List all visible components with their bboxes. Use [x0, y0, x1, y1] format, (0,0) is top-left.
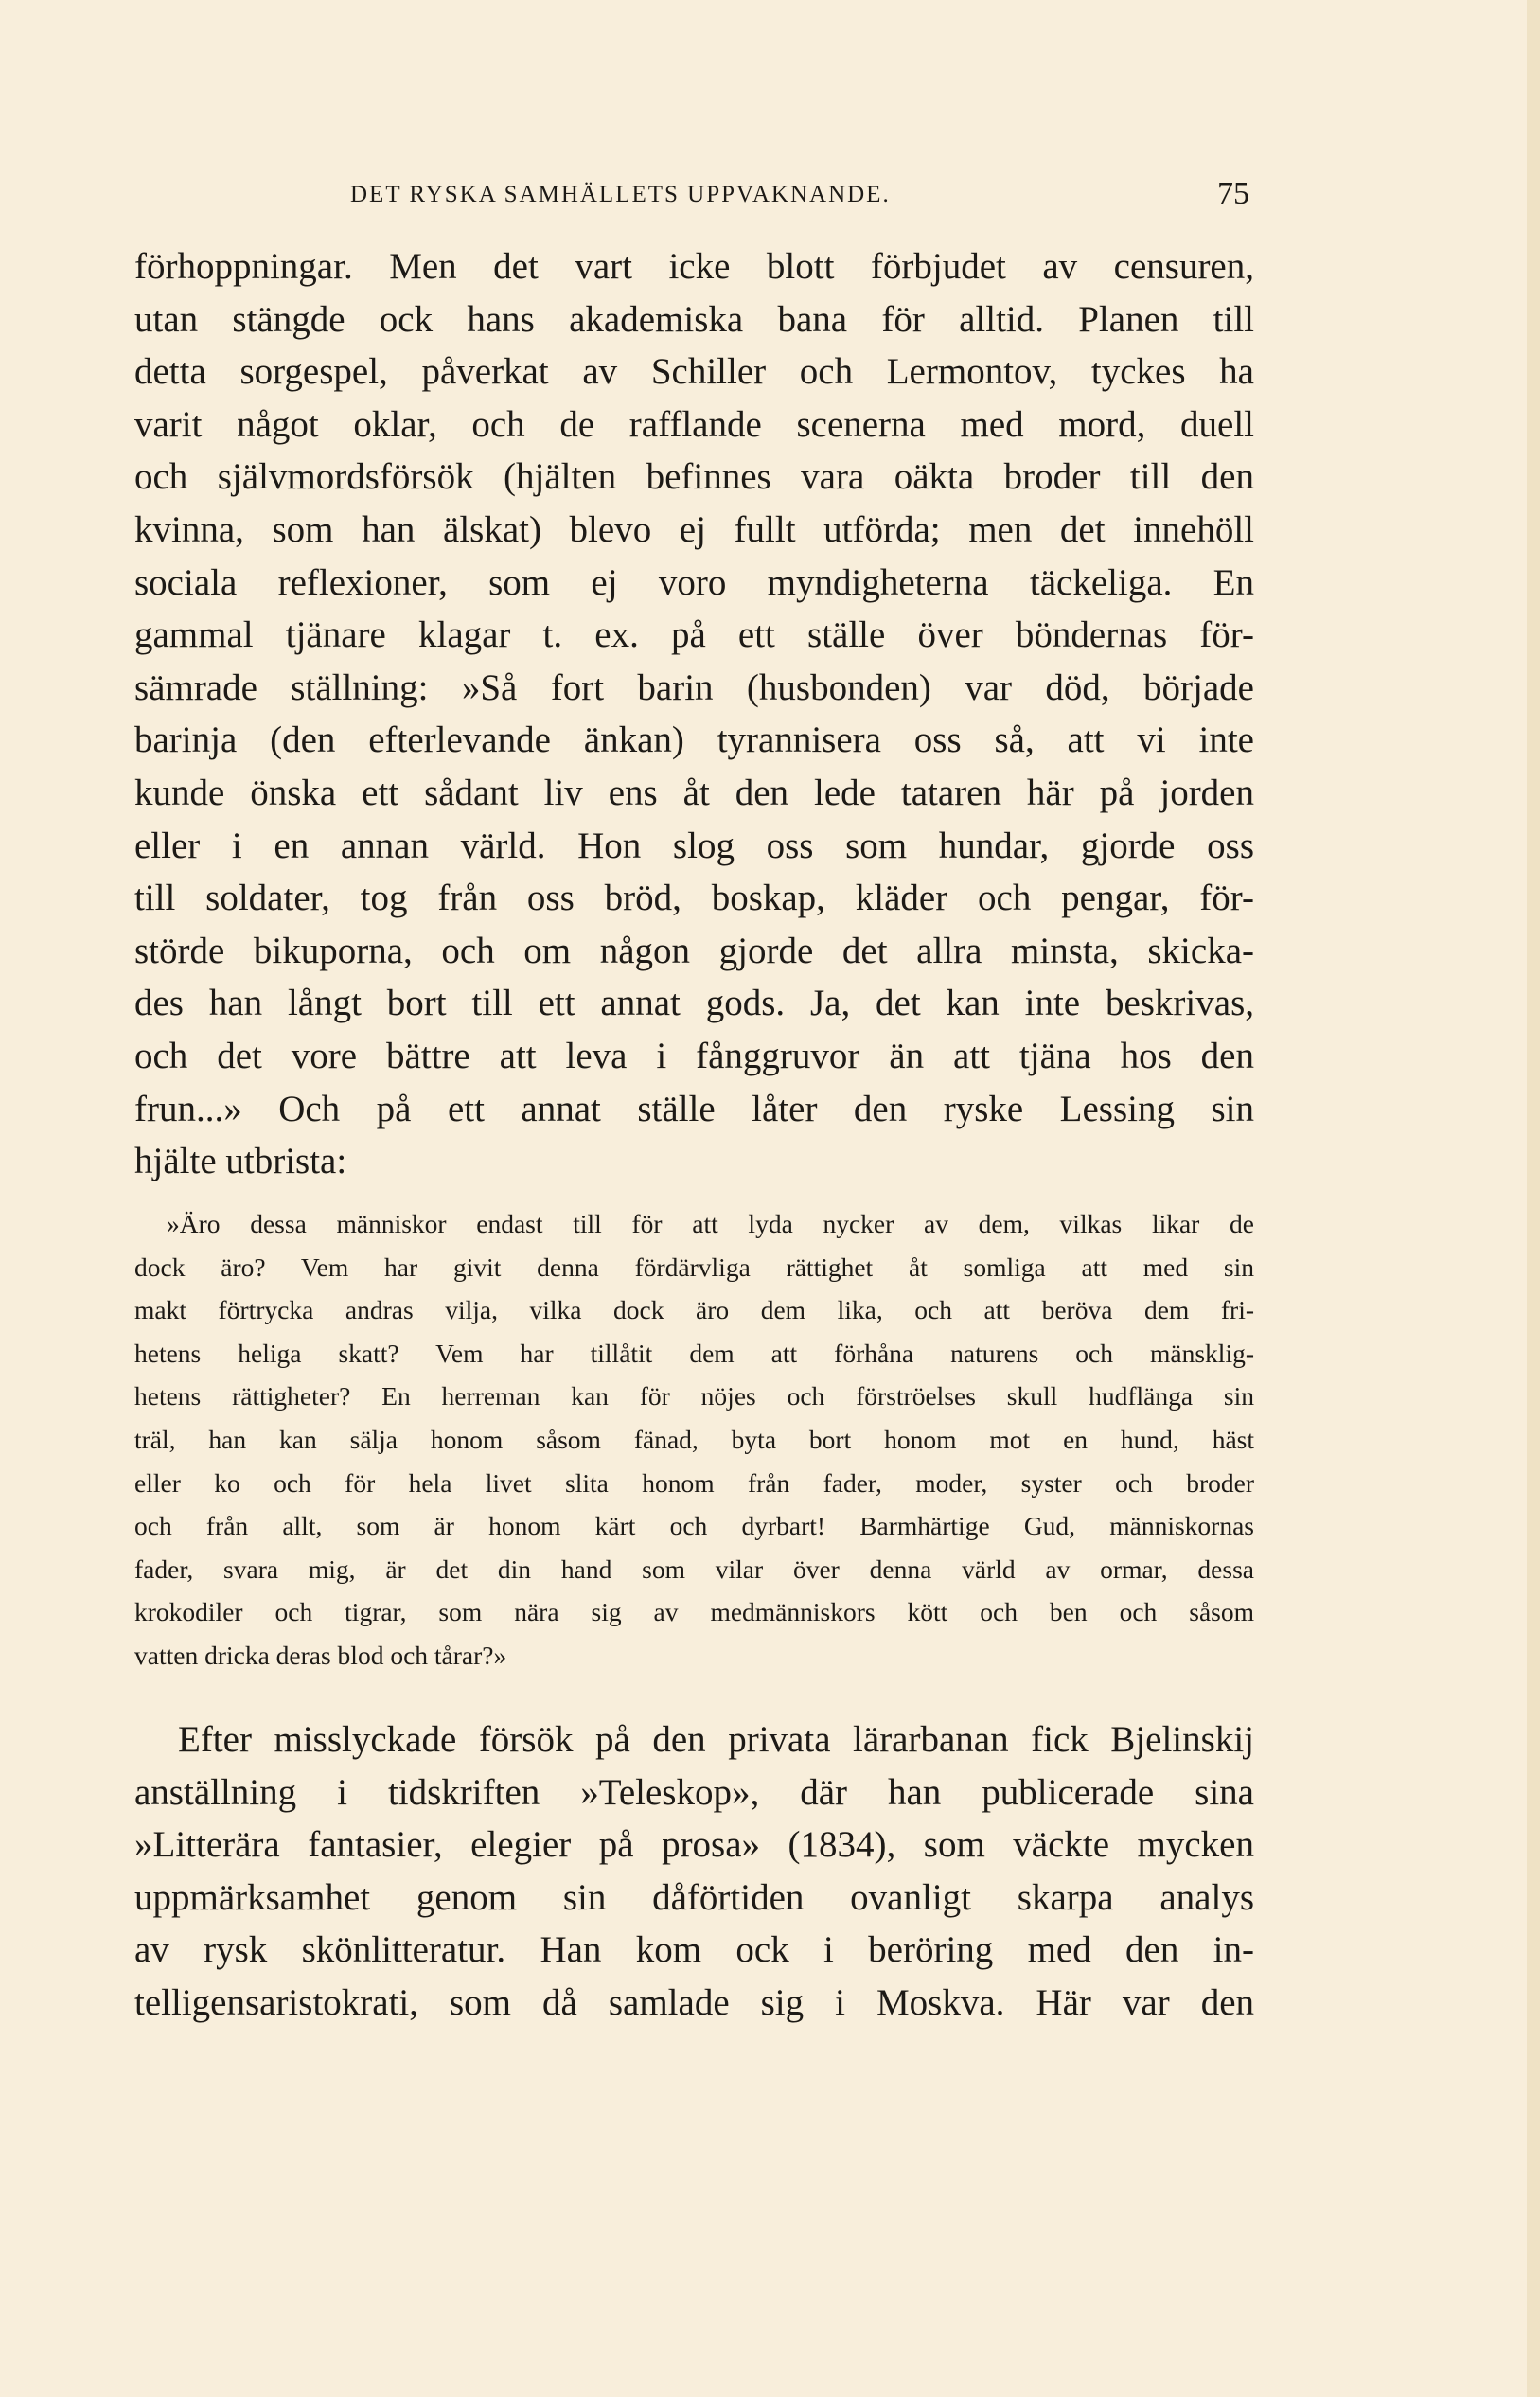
quote-line: hetens rättigheter? En herreman kan för nöjes och förströelses skull hudflänga sin — [134, 1381, 1254, 1412]
quote-line: krokodiler och tigrar, som nära sig av medmänniskors kött och ben och såsom — [134, 1597, 1254, 1627]
text-line: sämrade ställning: »Så fort barin (husbonden) var död, började — [134, 666, 1254, 708]
page-edge — [1527, 0, 1540, 2397]
text-line: av rysk skönlitteratur. Han kom ock i beröring med den in- — [134, 1929, 1254, 1971]
quote-line: fader, svara mig, är det din hand som vilar över denna värld av ormar, dessa — [134, 1554, 1254, 1584]
quote-line: eller ko och för hela livet slita honom från fader, moder, syster och broder — [134, 1467, 1254, 1498]
text-line: des han långt bort till ett annat gods. Ja, det kan inte beskrivas, — [134, 983, 1254, 1024]
text-line: förhoppningar. Men det vart icke blott förbjudet av censuren, — [134, 246, 1254, 287]
quote-line: dock äro? Vem har givit denna fördärvliga rättighet åt somliga att med sin — [134, 1252, 1254, 1282]
text-line: detta sorgespel, påverkat av Schiller och Lermontov, tyckes ha — [134, 351, 1254, 393]
quote-line: »Äro dessa människor endast till för att lyda nycker av dem, vilkas likar de — [167, 1209, 1254, 1238]
body-paragraph-2 — [134, 1713, 1254, 2030]
text-line: uppmärksamhet genom sin dåförtiden ovanligt skarpa analys — [134, 1876, 1254, 1918]
running-title: DET RYSKA SAMHÄLLETS UPPVAKNANDE. — [350, 182, 891, 207]
block-quote — [134, 1202, 1254, 1678]
page-number: 75 — [1217, 176, 1249, 211]
running-head — [350, 176, 1249, 223]
text-line: till soldater, tog från oss bröd, boskap, kläder och pengar, för- — [134, 878, 1254, 919]
text-line: och det vore bättre att leva i fånggruvor än att tjäna hos den — [134, 1035, 1254, 1076]
quote-line: träl, han kan sälja honom såsom fänad, byta bort honom mot en hund, häst — [134, 1424, 1254, 1454]
text-line: anställning i tidskriften »Teleskop», där han publicerade sina — [134, 1771, 1254, 1813]
text-line: eller i en annan värld. Hon slog oss som hundar, gjorde oss — [134, 825, 1254, 866]
text-line: varit något oklar, och de rafflande scenerna med mord, duell — [134, 403, 1254, 445]
text-line: störde bikuporna, och om någon gjorde det allra minsta, skicka- — [134, 930, 1254, 971]
text-line: kvinna, som han älskat) blevo ej fullt utförda; men det innehöll — [134, 508, 1254, 550]
text-line: telligensaristokrati, som då samlade sig i Moskva. Här var den — [134, 1981, 1254, 2023]
text-line: hjälte utbrista: — [134, 1141, 347, 1182]
text-line: »Litterära fantasier, elegier på prosa» (1834), som väckte mycken — [134, 1824, 1254, 1866]
quote-line: och från allt, som är honom kärt och dyrbart! Barmhärtige Gud, människornas — [134, 1511, 1254, 1541]
quote-line: makt förtrycka andras vilja, vilka dock äro dem lika, och att beröva dem fri- — [134, 1295, 1254, 1325]
quote-line: vatten dricka deras blod och tårar?» — [134, 1640, 507, 1670]
body-paragraph-1 — [134, 240, 1254, 1188]
text-line: frun...» Och på ett annat ställe låter den ryske Lessing sin — [134, 1088, 1254, 1129]
text-line: barinja (den efterlevande änkan) tyrannisera oss så, att vi inte — [134, 719, 1254, 761]
text-line: Efter misslyckade försök på den privata lärarbanan fick Bjelinskij — [178, 1719, 1254, 1760]
text-line: gammal tjänare klagar t. ex. på ett ställe över böndernas för- — [134, 614, 1254, 656]
text-line: sociala reflexioner, som ej voro myndigheterna täckeliga. En — [134, 561, 1254, 603]
quote-line: hetens heliga skatt? Vem har tillåtit dem att förhåna naturens och mänsklig- — [134, 1338, 1254, 1368]
text-line: kunde önska ett sådant liv ens åt den lede tataren här på jorden — [134, 772, 1254, 813]
text-line: och självmordsförsök (hjälten befinnes vara oäkta broder till den — [134, 456, 1254, 498]
text-line: utan stängde ock hans akademiska bana för alltid. Planen till — [134, 298, 1254, 340]
